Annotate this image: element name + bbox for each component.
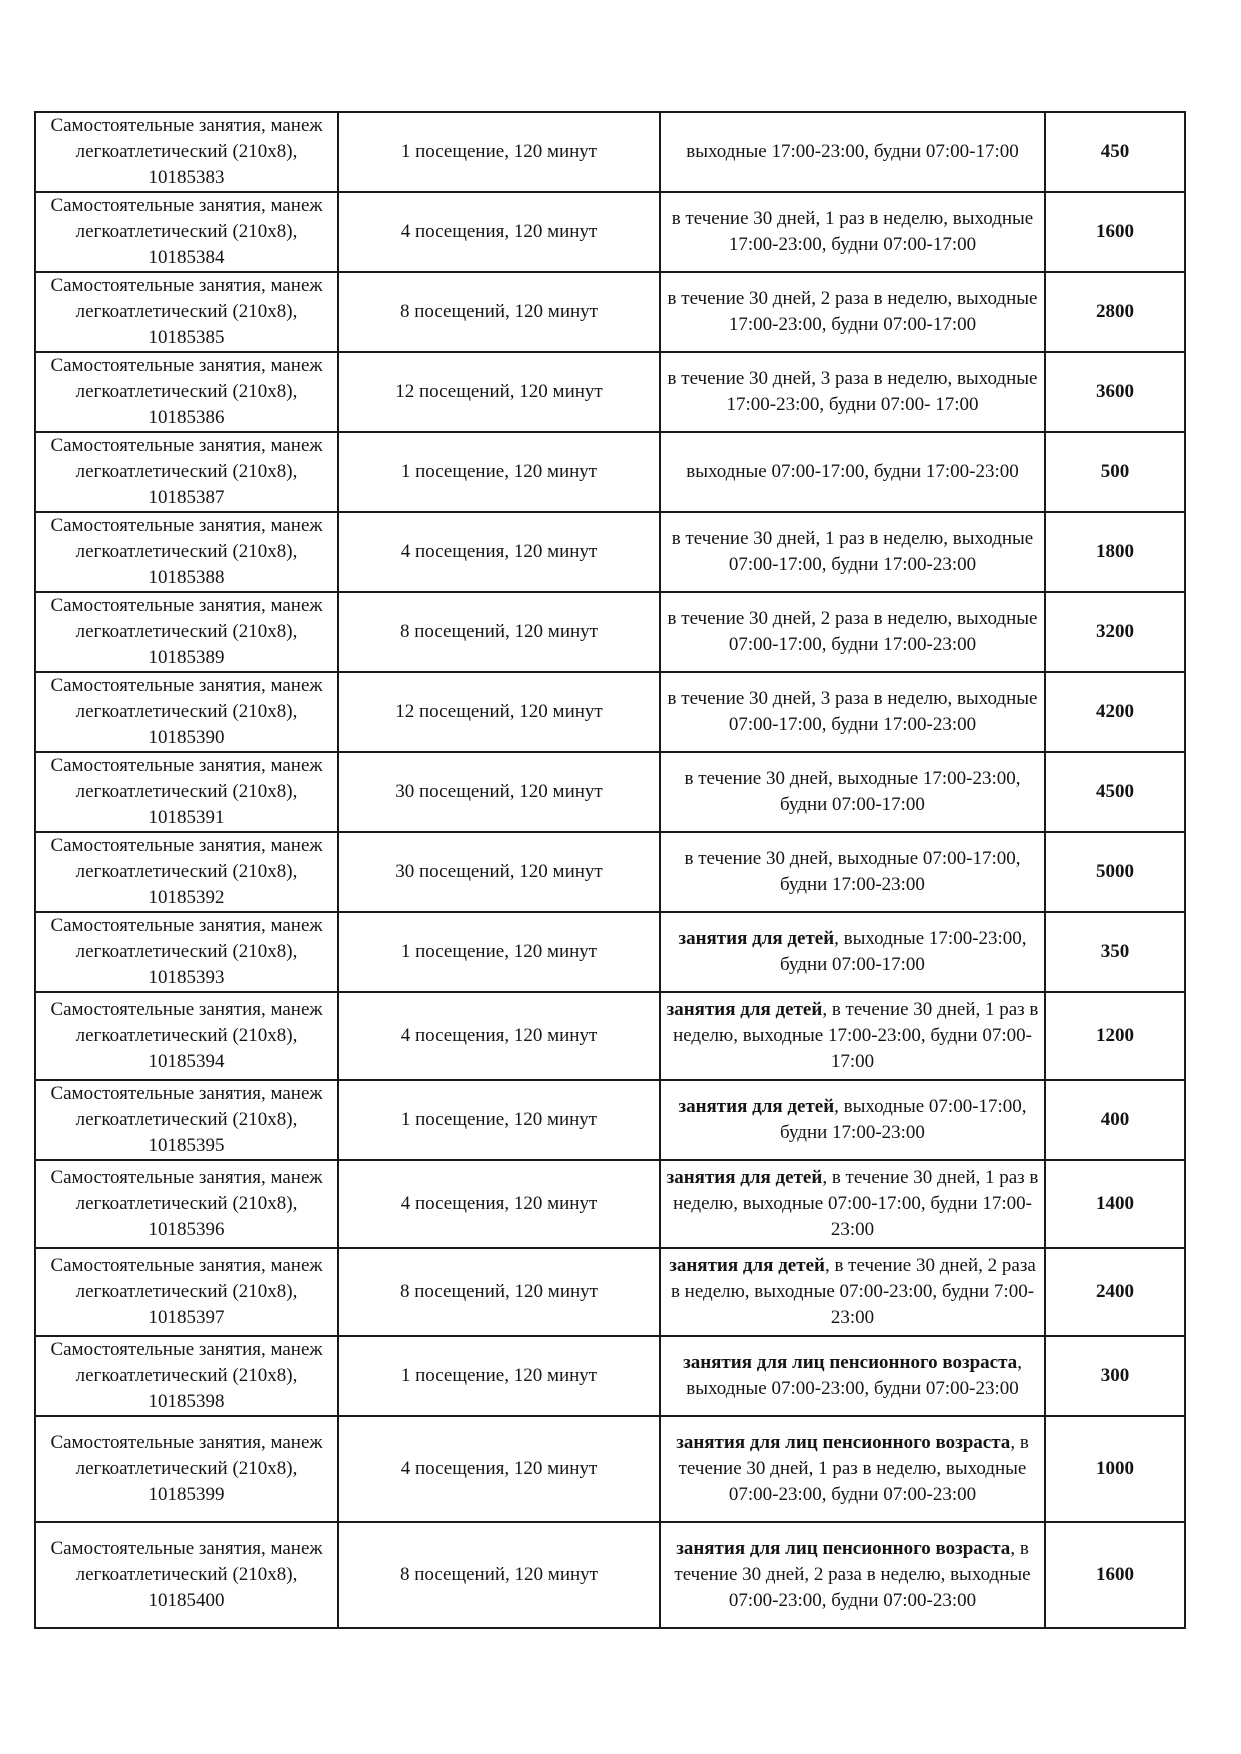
visits-cell: 8 посещений, 120 минут bbox=[338, 1248, 660, 1336]
price-table bbox=[34, 111, 1186, 1629]
visits-cell: 1 посещение, 120 минут bbox=[338, 912, 660, 992]
conditions-text: в течение 30 дней, 2 раза в неделю, выходные 07:00-17:00, будни 17:00-23:00 bbox=[667, 608, 1038, 655]
visits-cell: 4 посещения, 120 минут bbox=[338, 512, 660, 592]
service-cell: Самостоятельные занятия, манеж легкоатлетический (210х8), 10185391 bbox=[35, 752, 338, 832]
visits-cell: 1 посещение, 120 минут bbox=[338, 432, 660, 512]
service-cell: Самостоятельные занятия, манеж легкоатлетический (210х8), 10185390 bbox=[35, 672, 338, 752]
service-cell: Самостоятельные занятия, манеж легкоатлетический (210х8), 10185384 bbox=[35, 192, 338, 272]
service-cell: Самостоятельные занятия, манеж легкоатлетический (210х8), 10185392 bbox=[35, 832, 338, 912]
table-row bbox=[35, 192, 1185, 272]
conditions-text: выходные 17:00-23:00, будни 07:00-17:00 bbox=[686, 141, 1019, 162]
conditions-cell bbox=[660, 1248, 1045, 1336]
conditions-text: , выходные 07:00-23:00, будни 07:00-23:00 bbox=[686, 1352, 1022, 1399]
conditions-text: , в течение 30 дней, 1 раз в неделю, выходные 17:00-23:00, будни 07:00-17:00 bbox=[673, 999, 1039, 1072]
conditions-highlight: занятия для детей bbox=[678, 1096, 835, 1117]
table-row bbox=[35, 1336, 1185, 1416]
price-cell: 1600 bbox=[1045, 1522, 1185, 1628]
conditions-cell bbox=[660, 432, 1045, 512]
conditions-highlight: занятия для лиц пенсионного возраста bbox=[683, 1352, 1018, 1373]
conditions-text: , выходные 07:00-17:00, будни 17:00-23:00 bbox=[780, 1096, 1027, 1143]
price-cell: 5000 bbox=[1045, 832, 1185, 912]
conditions-cell bbox=[660, 1080, 1045, 1160]
conditions-text: выходные 07:00-17:00, будни 17:00-23:00 bbox=[686, 461, 1019, 482]
conditions-highlight: занятия для детей bbox=[666, 1167, 823, 1188]
service-cell: Самостоятельные занятия, манеж легкоатлетический (210х8), 10185396 bbox=[35, 1160, 338, 1248]
conditions-text: в течение 30 дней, 3 раза в неделю, выходные 17:00-23:00, будни 07:00- 17:00 bbox=[667, 368, 1038, 415]
service-cell: Самостоятельные занятия, манеж легкоатлетический (210х8), 10185388 bbox=[35, 512, 338, 592]
table-row bbox=[35, 352, 1185, 432]
price-cell: 1800 bbox=[1045, 512, 1185, 592]
table-row bbox=[35, 1080, 1185, 1160]
service-cell: Самостоятельные занятия, манеж легкоатлетический (210х8), 10185394 bbox=[35, 992, 338, 1080]
conditions-highlight: занятия для детей bbox=[678, 928, 835, 949]
conditions-text: , в течение 30 дней, 1 раз в неделю, выходные 07:00-23:00, будни 07:00-23:00 bbox=[678, 1432, 1029, 1505]
service-cell: Самостоятельные занятия, манеж легкоатлетический (210х8), 10185395 bbox=[35, 1080, 338, 1160]
price-cell: 1200 bbox=[1045, 992, 1185, 1080]
conditions-highlight: занятия для лиц пенсионного возраста bbox=[676, 1538, 1011, 1559]
visits-cell: 30 посещений, 120 минут bbox=[338, 832, 660, 912]
conditions-cell bbox=[660, 832, 1045, 912]
visits-cell: 12 посещений, 120 минут bbox=[338, 352, 660, 432]
price-cell: 350 bbox=[1045, 912, 1185, 992]
visits-cell: 4 посещения, 120 минут bbox=[338, 192, 660, 272]
table-row bbox=[35, 752, 1185, 832]
price-cell: 1000 bbox=[1045, 1416, 1185, 1522]
table-row bbox=[35, 272, 1185, 352]
conditions-text: , в течение 30 дней, 2 раза в неделю, выходные 07:00-23:00, будни 07:00-23:00 bbox=[674, 1538, 1031, 1611]
conditions-cell bbox=[660, 192, 1045, 272]
conditions-text: в течение 30 дней, 3 раза в неделю, выходные 07:00-17:00, будни 17:00-23:00 bbox=[667, 688, 1038, 735]
table-row bbox=[35, 1522, 1185, 1628]
service-cell: Самостоятельные занятия, манеж легкоатлетический (210х8), 10185383 bbox=[35, 112, 338, 192]
service-cell: Самостоятельные занятия, манеж легкоатлетический (210х8), 10185400 bbox=[35, 1522, 338, 1628]
conditions-text: в течение 30 дней, выходные 07:00-17:00, будни 17:00-23:00 bbox=[684, 848, 1021, 895]
table-row bbox=[35, 1160, 1185, 1248]
price-cell: 4500 bbox=[1045, 752, 1185, 832]
conditions-cell bbox=[660, 1416, 1045, 1522]
conditions-cell bbox=[660, 272, 1045, 352]
visits-cell: 1 посещение, 120 минут bbox=[338, 1336, 660, 1416]
service-cell: Самостоятельные занятия, манеж легкоатлетический (210х8), 10185399 bbox=[35, 1416, 338, 1522]
conditions-cell bbox=[660, 752, 1045, 832]
visits-cell: 4 посещения, 120 минут bbox=[338, 1160, 660, 1248]
price-cell: 1600 bbox=[1045, 192, 1185, 272]
conditions-text: в течение 30 дней, выходные 17:00-23:00, будни 07:00-17:00 bbox=[684, 768, 1021, 815]
service-cell: Самостоятельные занятия, манеж легкоатлетический (210х8), 10185397 bbox=[35, 1248, 338, 1336]
service-cell: Самостоятельные занятия, манеж легкоатлетический (210х8), 10185386 bbox=[35, 352, 338, 432]
price-cell: 500 bbox=[1045, 432, 1185, 512]
conditions-text: в течение 30 дней, 1 раз в неделю, выходные 07:00-17:00, будни 17:00-23:00 bbox=[671, 528, 1034, 575]
conditions-cell bbox=[660, 1336, 1045, 1416]
table-row bbox=[35, 112, 1185, 192]
conditions-text: , выходные 17:00-23:00, будни 07:00-17:00 bbox=[780, 928, 1027, 975]
conditions-highlight: занятия для детей bbox=[666, 999, 823, 1020]
price-cell: 4200 bbox=[1045, 672, 1185, 752]
conditions-cell bbox=[660, 352, 1045, 432]
price-cell: 2400 bbox=[1045, 1248, 1185, 1336]
table-row bbox=[35, 912, 1185, 992]
table-row bbox=[35, 1248, 1185, 1336]
price-list-sheet bbox=[34, 111, 1184, 1629]
price-cell: 2800 bbox=[1045, 272, 1185, 352]
conditions-highlight: занятия для детей bbox=[669, 1255, 825, 1276]
conditions-text: , в течение 30 дней, 2 раза в неделю, выходные 07:00-23:00, будни 7:00-23:00 bbox=[670, 1255, 1036, 1328]
table-row bbox=[35, 1416, 1185, 1522]
table-row bbox=[35, 832, 1185, 912]
conditions-cell bbox=[660, 112, 1045, 192]
table-row bbox=[35, 512, 1185, 592]
price-cell: 450 bbox=[1045, 112, 1185, 192]
conditions-text: в течение 30 дней, 1 раз в неделю, выходные 17:00-23:00, будни 07:00-17:00 bbox=[671, 208, 1034, 255]
conditions-cell bbox=[660, 992, 1045, 1080]
table-row bbox=[35, 672, 1185, 752]
visits-cell: 12 посещений, 120 минут bbox=[338, 672, 660, 752]
conditions-cell bbox=[660, 512, 1045, 592]
visits-cell: 1 посещение, 120 минут bbox=[338, 1080, 660, 1160]
price-cell: 3200 bbox=[1045, 592, 1185, 672]
table-row bbox=[35, 432, 1185, 512]
visits-cell: 8 посещений, 120 минут bbox=[338, 272, 660, 352]
conditions-cell bbox=[660, 912, 1045, 992]
visits-cell: 4 посещения, 120 минут bbox=[338, 992, 660, 1080]
price-cell: 3600 bbox=[1045, 352, 1185, 432]
service-cell: Самостоятельные занятия, манеж легкоатлетический (210х8), 10185393 bbox=[35, 912, 338, 992]
price-cell: 1400 bbox=[1045, 1160, 1185, 1248]
conditions-cell bbox=[660, 1160, 1045, 1248]
service-cell: Самостоятельные занятия, манеж легкоатлетический (210х8), 10185385 bbox=[35, 272, 338, 352]
service-cell: Самостоятельные занятия, манеж легкоатлетический (210х8), 10185389 bbox=[35, 592, 338, 672]
price-cell: 400 bbox=[1045, 1080, 1185, 1160]
visits-cell: 8 посещений, 120 минут bbox=[338, 592, 660, 672]
table-row bbox=[35, 592, 1185, 672]
conditions-text: , в течение 30 дней, 1 раз в неделю, выходные 07:00-17:00, будни 17:00-23:00 bbox=[673, 1167, 1039, 1240]
visits-cell: 4 посещения, 120 минут bbox=[338, 1416, 660, 1522]
conditions-text: в течение 30 дней, 2 раза в неделю, выходные 17:00-23:00, будни 07:00-17:00 bbox=[667, 288, 1038, 335]
conditions-cell bbox=[660, 672, 1045, 752]
conditions-cell bbox=[660, 592, 1045, 672]
visits-cell: 8 посещений, 120 минут bbox=[338, 1522, 660, 1628]
visits-cell: 1 посещение, 120 минут bbox=[338, 112, 660, 192]
conditions-highlight: занятия для лиц пенсионного возраста bbox=[676, 1432, 1011, 1453]
service-cell: Самостоятельные занятия, манеж легкоатлетический (210х8), 10185398 bbox=[35, 1336, 338, 1416]
price-cell: 300 bbox=[1045, 1336, 1185, 1416]
conditions-cell bbox=[660, 1522, 1045, 1628]
table-row bbox=[35, 992, 1185, 1080]
visits-cell: 30 посещений, 120 минут bbox=[338, 752, 660, 832]
service-cell: Самостоятельные занятия, манеж легкоатлетический (210х8), 10185387 bbox=[35, 432, 338, 512]
